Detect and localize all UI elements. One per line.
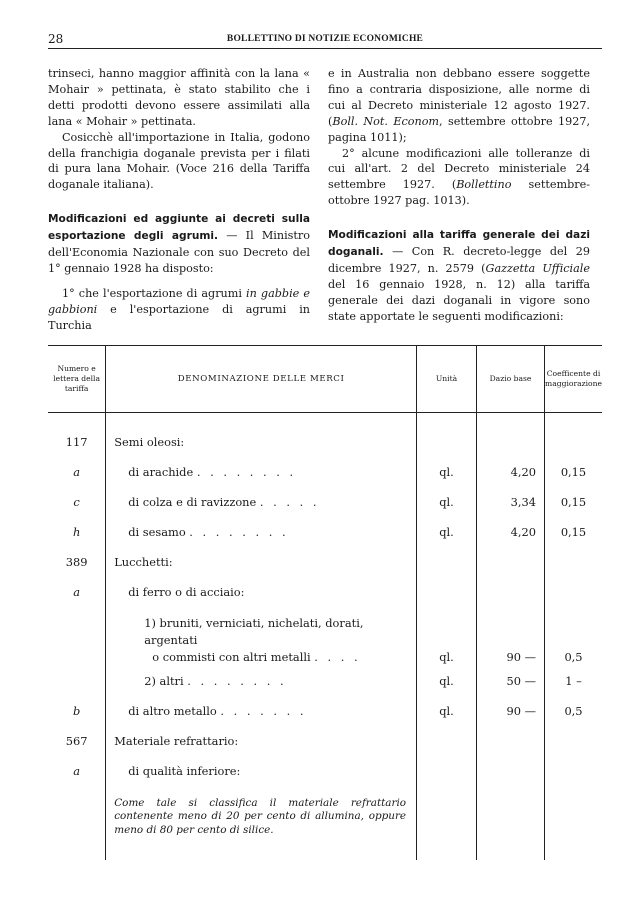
row-unit: ql.	[417, 487, 477, 517]
table-row	[48, 756, 602, 786]
row-desc: di ferro o di acciaio:	[128, 585, 245, 599]
text-run: 1° che l'esportazione di agrumi	[62, 286, 247, 300]
row-unit: ql.	[417, 457, 477, 487]
row-number: a	[73, 764, 81, 778]
row-unit: ql.	[417, 666, 477, 696]
paragraph	[48, 286, 310, 334]
row-dazio: 3,34	[476, 487, 544, 517]
row-coef: 0,15	[545, 517, 602, 547]
row-dazio: 50 —	[476, 666, 544, 696]
row-desc: di colza e di ravizzone	[128, 495, 257, 509]
tariff-table	[48, 345, 602, 860]
row-desc: 1) bruniti, verniciati, nichelati, dorati, argentati	[144, 616, 364, 647]
row-number: 567	[65, 734, 88, 748]
row-coef: 0,15	[545, 457, 602, 487]
section-heading: Modificazioni alla tariffa generale dei dazi doganali.	[328, 229, 590, 259]
paragraph: trinseci, hanno maggior affinità con la lana « Mohair » pettinata, è stato stabilito che i detti prodotti devono essere assimilati alla lana « Mohair » pettinata.	[48, 67, 310, 128]
table-row	[48, 666, 602, 696]
italic-run: Bollettino	[456, 178, 512, 192]
section-paragraph	[48, 211, 310, 277]
leader-dots: . . . . . . . .	[196, 465, 297, 479]
table-row	[48, 696, 602, 726]
table-header-row	[48, 346, 602, 413]
row-coef: 0,5	[545, 696, 602, 726]
page-header	[48, 32, 602, 48]
row-desc: di arachide	[128, 465, 194, 479]
italic-run: in gabbie e gabbioni	[48, 286, 310, 316]
table-row	[48, 607, 602, 666]
left-column	[48, 66, 310, 334]
text-run: — Con R. decreto-legge del 29 dicembre 1927, n. 2579 (	[328, 245, 590, 275]
row-dazio: 4,20	[476, 517, 544, 547]
text-run: e in Australia non debbano essere soggette fino a contraria disposizione, alle norme di cui al Decreto ministeriale 12 agosto 1927. (	[328, 67, 590, 128]
row-number: h	[72, 525, 81, 539]
header-numero: Numero e lettera della tariffa	[48, 346, 106, 413]
row-desc: Materiale refrattario:	[114, 734, 239, 748]
row-dazio: 4,20	[476, 457, 544, 487]
section-heading: Modificazioni ed aggiunte ai decreti sulla esportazione degli agrumi.	[48, 213, 310, 243]
leader-dots: . . . . . . .	[220, 704, 307, 718]
header-coefficiente: Coefficente di maggiorazione	[545, 346, 602, 413]
row-dazio: 90 —	[476, 696, 544, 726]
leader-dots: . . . . . . . .	[187, 674, 287, 688]
row-desc: di qualità inferiore:	[128, 764, 241, 778]
text-run: del 16 gennaio 1928, n. 12) alla tariffa generale dei dazi doganali in vigore sono state apportate le seguenti modificazioni:	[328, 277, 590, 323]
table-row	[48, 487, 602, 517]
leader-dots: . . . . . . . .	[189, 525, 289, 539]
row-coef: 1 –	[545, 666, 602, 696]
row-desc: 2) altri	[144, 674, 184, 688]
row-coef: 0,15	[545, 487, 602, 517]
table-row	[48, 726, 602, 756]
table-filler-row	[48, 848, 602, 860]
row-dazio: 90 —	[476, 607, 544, 666]
table-row	[48, 577, 602, 607]
row-number: a	[73, 465, 81, 479]
text-run: e l'esportazione di agrumi in Turchia	[48, 302, 310, 332]
table-row	[48, 457, 602, 487]
row-coef: 0,5	[545, 607, 602, 666]
header-dazio: Dazio base	[476, 346, 544, 413]
row-unit: ql.	[417, 696, 477, 726]
section-paragraph	[328, 227, 590, 324]
row-number: 117	[65, 435, 88, 449]
row-unit: ql.	[417, 607, 477, 666]
row-desc: di altro metallo	[128, 704, 217, 718]
section-text: — Il Ministro dell'Economia Nazionale con suo Decreto del 1° gennaio 1928 ha disposto:	[48, 229, 310, 275]
table-row	[48, 547, 602, 577]
paragraph	[328, 66, 590, 146]
paragraph	[328, 146, 590, 210]
italic-run: Gazzetta Ufficiale	[485, 261, 590, 275]
table-row	[48, 413, 602, 458]
leader-dots: . . . .	[314, 650, 361, 664]
text-run: settembre-ottobre 1927 pag. 1013).	[328, 178, 590, 208]
row-number: c	[73, 495, 80, 509]
paragraph: Cosicchè all'importazione in Italia, godono della franchigia doganale prevista per i filati di pura lana Mohair. (Voce 216 della Tariffa doganale italiana).	[48, 130, 310, 192]
right-column	[328, 66, 590, 325]
row-number: 389	[65, 555, 88, 569]
running-title: BOLLETTINO DI NOTIZIE ECONOMICHE	[226, 34, 424, 44]
table-note-row	[48, 786, 602, 848]
text-run: 2° alcune modificazioni alle tolleranze di cui all'art. 2 del Decreto ministeriale 24 settembre 1927. (	[328, 146, 590, 192]
text-run: , settembre ottobre 1927, pagina 1011);	[328, 114, 590, 144]
row-desc: Lucchetti:	[114, 555, 173, 569]
row-number: a	[73, 585, 81, 599]
header-denominazione: DENOMINAZIONE DELLE MERCI	[106, 346, 417, 413]
row-desc: Semi oleosi:	[114, 435, 185, 449]
header-rule	[48, 48, 602, 49]
header-unita: Unità	[417, 346, 477, 413]
row-number: b	[72, 704, 81, 718]
italic-run: Boll. Not. Econom	[332, 114, 440, 128]
row-unit: ql.	[417, 517, 477, 547]
classification-note: Come tale si classifica il materiale refrattario contenente meno di 20 per cento di allumina, oppure meno di 80 per cento di silice.	[114, 796, 407, 836]
leader-dots: . . . . .	[259, 495, 320, 509]
row-desc: di sesamo	[128, 525, 186, 539]
table-row	[48, 517, 602, 547]
row-desc: o commisti con altri metalli	[152, 650, 311, 664]
page-number: 28	[48, 32, 64, 46]
